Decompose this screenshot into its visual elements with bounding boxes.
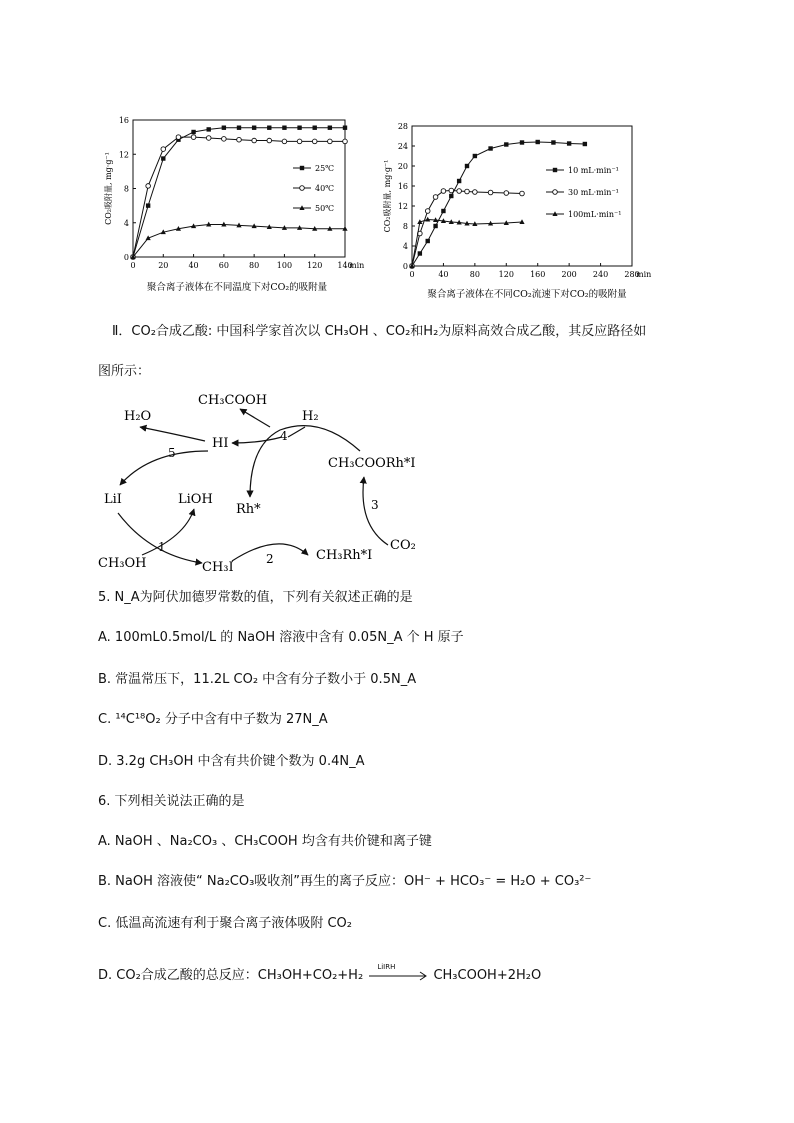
data-point xyxy=(222,126,226,130)
y-tick-label: 8 xyxy=(123,184,129,194)
data-point xyxy=(191,130,195,134)
data-point xyxy=(328,139,333,144)
step-3: 3 xyxy=(371,498,379,512)
data-point xyxy=(237,137,242,142)
x-tick-label: 240 xyxy=(592,270,609,279)
x-tick-label: 120 xyxy=(498,270,514,279)
legend-entry: 100mL·min⁻¹ xyxy=(568,210,622,219)
x-tick-label: 0 xyxy=(409,270,415,279)
y-tick-label: 20 xyxy=(397,162,408,171)
legend-entry: 25℃ xyxy=(315,164,335,173)
data-point xyxy=(418,251,422,255)
data-point xyxy=(425,209,430,214)
x-unit-label: min xyxy=(349,261,365,270)
label-lii: LiI xyxy=(104,492,122,507)
legend-marker xyxy=(553,190,558,195)
data-point xyxy=(297,139,302,144)
data-point xyxy=(449,194,453,198)
x-tick-label: 40 xyxy=(188,261,199,270)
data-point xyxy=(267,138,272,143)
step-2: 2 xyxy=(266,552,274,566)
data-point xyxy=(161,156,165,160)
label-rh: Rh* xyxy=(236,502,261,517)
legend-marker xyxy=(553,168,557,172)
data-point xyxy=(536,140,540,144)
x-tick-label: 160 xyxy=(530,270,546,279)
data-point xyxy=(343,139,348,144)
data-point xyxy=(473,190,478,195)
data-point xyxy=(520,140,524,144)
q6-option-d-suffix: CH₃COOH+2H₂O xyxy=(433,968,542,983)
arrow-step4-to-ch3cooh xyxy=(240,409,270,427)
x-tick-label: 280 xyxy=(624,270,640,279)
data-point xyxy=(433,224,437,228)
y-tick-label: 16 xyxy=(118,116,129,125)
data-point xyxy=(457,189,462,194)
x-tick-label: 20 xyxy=(158,261,169,270)
reaction-arrow xyxy=(367,962,429,983)
data-point xyxy=(161,147,166,152)
data-point xyxy=(473,154,477,158)
data-point xyxy=(465,164,469,168)
legend-entry: 30 mL·min⁻¹ xyxy=(568,188,619,197)
data-point xyxy=(504,191,509,196)
legend-entry: 10 mL·min⁻¹ xyxy=(568,166,619,175)
x-unit-label: min xyxy=(636,270,652,279)
data-point xyxy=(488,190,493,195)
arrow-icon xyxy=(367,969,429,983)
label-h2o: H₂O xyxy=(124,409,152,424)
data-point xyxy=(504,142,508,146)
arrow-ch3oh-to-lioh xyxy=(142,509,194,555)
chart2-caption: 聚合离子液体在不同CO₂流速下对CO₂的吸附量 xyxy=(427,289,627,300)
data-point xyxy=(441,209,445,213)
arrow-step4-to-hi xyxy=(232,437,282,443)
data-point xyxy=(519,219,524,224)
data-point xyxy=(146,203,150,207)
y-tick-label: 24 xyxy=(397,142,408,151)
chart2-plot xyxy=(382,122,651,279)
x-tick-label: 100 xyxy=(276,261,293,270)
y-tick-label: 28 xyxy=(397,122,408,131)
y-tick-label: 0 xyxy=(402,262,408,271)
y-tick-label: 12 xyxy=(118,150,129,160)
x-tick-label: 80 xyxy=(249,261,260,270)
x-tick-label: 80 xyxy=(469,270,480,279)
legend-marker xyxy=(300,186,305,191)
y-tick-label: 16 xyxy=(397,182,408,191)
y-tick-label: 4 xyxy=(123,218,129,228)
q6-option-a: A. NaOH 、Na₂CO₃ 、CH₃COOH 均含有共价键和离子键 xyxy=(98,834,432,849)
data-point xyxy=(520,191,525,196)
data-point xyxy=(465,189,470,194)
q6-option-b: B. NaOH 溶液使“ Na₂CO₃吸收剂”再生的离子反应：OH⁻ + HCO₃⁻ = H₂O + CO₃²⁻ xyxy=(98,874,592,889)
data-point xyxy=(206,136,211,141)
chart-temperature xyxy=(95,110,385,305)
legend-entry: 50℃ xyxy=(315,204,335,213)
step-5: 5 xyxy=(168,446,176,460)
data-point xyxy=(343,126,347,130)
arrow-lioh-to-lii xyxy=(120,451,208,485)
data-point xyxy=(267,126,271,130)
label-ch3oh: CH₃OH xyxy=(98,556,147,571)
data-point xyxy=(191,135,196,140)
data-point xyxy=(328,126,332,130)
y-tick-label: 12 xyxy=(397,202,408,211)
y-tick-label: 8 xyxy=(402,222,408,231)
x-tick-label: 120 xyxy=(307,261,323,270)
data-point xyxy=(426,239,430,243)
q6-option-c: C. 低温高流速有利于聚合离子液体吸附 CO₂ xyxy=(98,916,352,931)
series-line xyxy=(133,137,345,257)
data-point xyxy=(488,146,492,150)
data-point xyxy=(207,127,211,131)
data-point xyxy=(457,179,461,183)
y-axis-label: CO₂吸附量, mg·g⁻¹ xyxy=(104,152,113,225)
series-line xyxy=(412,191,522,267)
q5-option-c: C. ¹⁴C¹⁸O₂ 分子中含有中子数为 27N_A xyxy=(98,712,328,727)
y-tick-label: 0 xyxy=(123,253,129,262)
label-co2: CO₂ xyxy=(390,538,416,553)
label-ch3i: CH₃I xyxy=(202,560,234,575)
step-4: 4 xyxy=(280,429,288,443)
label-lioh: LiOH xyxy=(178,492,213,507)
label-ch3coorh: CH₃COORh*I xyxy=(328,456,416,471)
x-tick-label: 200 xyxy=(561,270,577,279)
arrow-hi-to-h2o xyxy=(140,427,205,441)
step-1: 1 xyxy=(158,540,166,554)
legend-entry: 40℃ xyxy=(315,184,335,193)
data-point xyxy=(551,140,555,144)
chart-flow-rate xyxy=(372,118,662,308)
data-point xyxy=(297,126,301,130)
data-point xyxy=(433,195,438,200)
data-point xyxy=(449,188,454,193)
series-line xyxy=(412,142,585,266)
label-h2: H₂ xyxy=(302,409,319,424)
chart1-plot xyxy=(103,116,364,270)
data-point xyxy=(176,135,181,140)
y-axis-label: CO₂吸附量, mg·g⁻¹ xyxy=(383,159,392,233)
data-point xyxy=(146,184,151,189)
legend-marker xyxy=(300,166,304,170)
data-point xyxy=(583,142,587,146)
data-point xyxy=(313,126,317,130)
section2-intro: Ⅱ．CO₂合成乙酸: 中国科学家首次以 CH₃OH 、CO₂和H₂为原料高效合成乙酸，其反应路径如 xyxy=(112,324,647,339)
arrow-h2-in xyxy=(288,427,305,437)
label-ch3cooh: CH₃COOH xyxy=(198,393,268,408)
data-point xyxy=(237,126,241,130)
label-ch3rh: CH₃Rh*I xyxy=(316,548,373,563)
data-point xyxy=(441,189,446,194)
q6-option-d-prefix: D. CO₂合成乙酸的总反应：CH₃OH+CO₂+H₂ xyxy=(98,968,364,983)
data-point xyxy=(312,139,317,144)
catalyst-label: LiIRH xyxy=(377,962,396,971)
q5-option-d: D. 3.2g CH₃OH 中含有共价键个数为 0.4N_A xyxy=(98,754,365,769)
q5-option-a: A. 100mL0.5mol/L 的 NaOH 溶液中含有 0.05N_A 个 H 原子 xyxy=(98,630,464,645)
data-point xyxy=(282,139,287,144)
data-point xyxy=(222,137,227,142)
x-tick-label: 60 xyxy=(218,261,229,270)
x-tick-label: 40 xyxy=(438,270,449,279)
section2-intro-cont: 图所示： xyxy=(98,364,151,379)
data-point xyxy=(252,126,256,130)
y-tick-label: 4 xyxy=(402,242,408,251)
x-tick-label: 140 xyxy=(337,261,353,270)
reaction-pathway-diagram xyxy=(90,385,430,580)
x-tick-label: 0 xyxy=(130,261,136,270)
label-hi: HI xyxy=(212,436,229,451)
q6-option-d xyxy=(98,962,542,986)
chart1-caption: 聚合离子液体在不同温度下对CO₂的吸附量 xyxy=(146,282,328,293)
data-point xyxy=(567,141,571,145)
q6-stem: 6. 下列相关说法正确的是 xyxy=(98,794,245,809)
data-point xyxy=(282,126,286,130)
q5-stem: 5. N_A为阿伏加德罗常数的值，下列有关叙述正确的是 xyxy=(98,590,413,605)
data-point xyxy=(252,138,257,143)
q5-option-b: B. 常温常压下，11.2L CO₂ 中含有分子数小于 0.5N_A xyxy=(98,672,417,687)
